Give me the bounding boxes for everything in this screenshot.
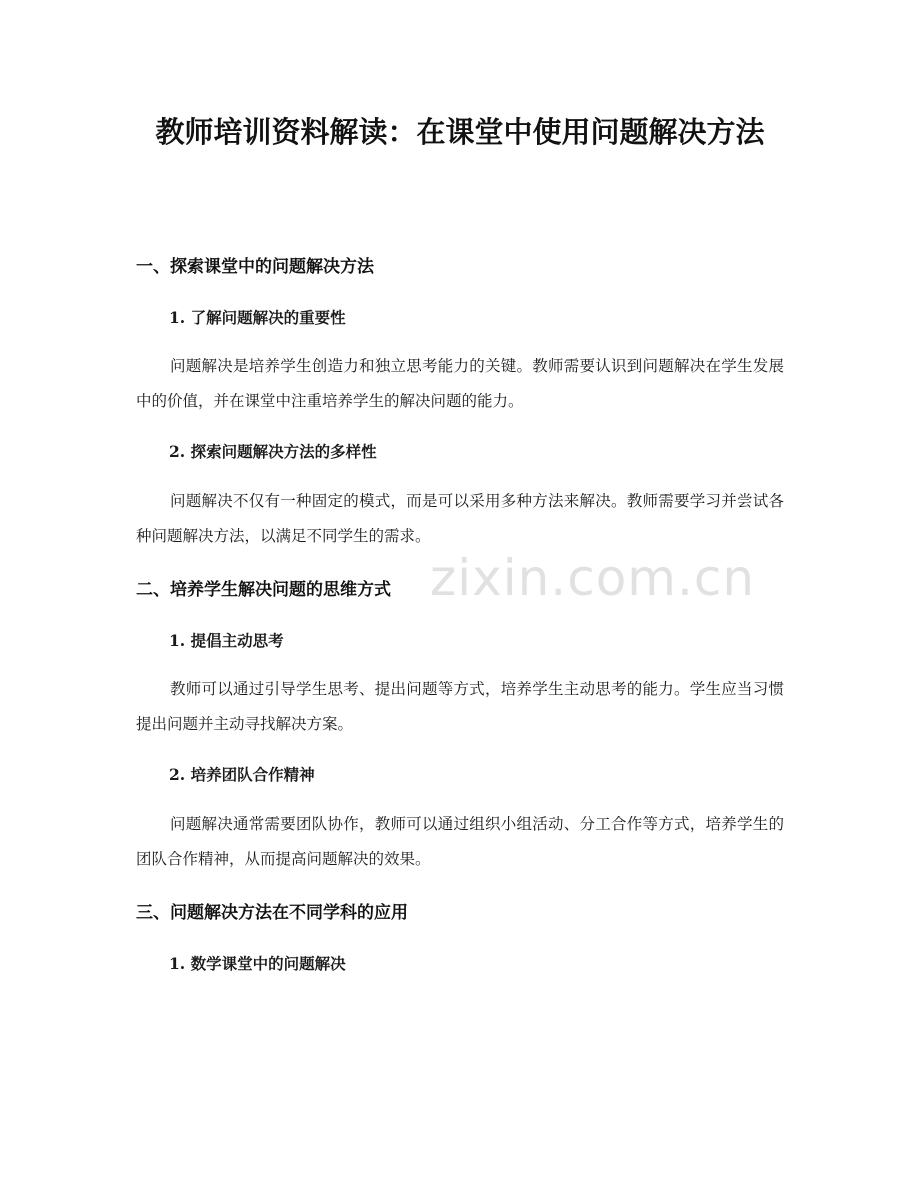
subsection-heading-1-2: 2. 探索问题解决方法的多样性 [169, 442, 377, 461]
paragraph-1-1: 问题解决是培养学生创造力和独立思考能力的关键。教师需要认识到问题解决在学生发展中的价值，并在课堂中注重培养学生的解决问题的能力。 [136, 357, 784, 410]
paragraph-2-1: 教师可以通过引导学生思考、提出问题等方式，培养学生主动思考的能力。学生应当习惯提出问题并主动寻找解决方案。 [136, 680, 784, 733]
subsection-heading-3-1: 1. 数学课堂中的问题解决 [169, 954, 346, 973]
section-heading-2: 二、培养学生解决问题的思维方式 [136, 580, 391, 600]
watermark: zixin.com.cn [430, 549, 756, 607]
subsection-heading-2-2: 2. 培养团队合作精神 [169, 765, 315, 784]
subsection-heading-2-1: 1. 提倡主动思考 [169, 631, 284, 650]
document-title: 教师培训资料解读：在课堂中使用问题解决方法 [155, 115, 765, 149]
paragraph-1-2: 问题解决不仅有一种固定的模式，而是可以采用多种方法来解决。教师需要学习并尝试各种问题解决方法，以满足不同学生的需求。 [136, 492, 784, 545]
paragraph-2-2: 问题解决通常需要团队协作，教师可以通过组织小组活动、分工合作等方式，培养学生的团队合作精神，从而提高问题解决的效果。 [136, 815, 784, 868]
section-heading-3: 三、问题解决方法在不同学科的应用 [136, 903, 408, 923]
section-heading-1: 一、探索课堂中的问题解决方法 [136, 257, 374, 277]
subsection-heading-1-1: 1. 了解问题解决的重要性 [169, 308, 346, 327]
